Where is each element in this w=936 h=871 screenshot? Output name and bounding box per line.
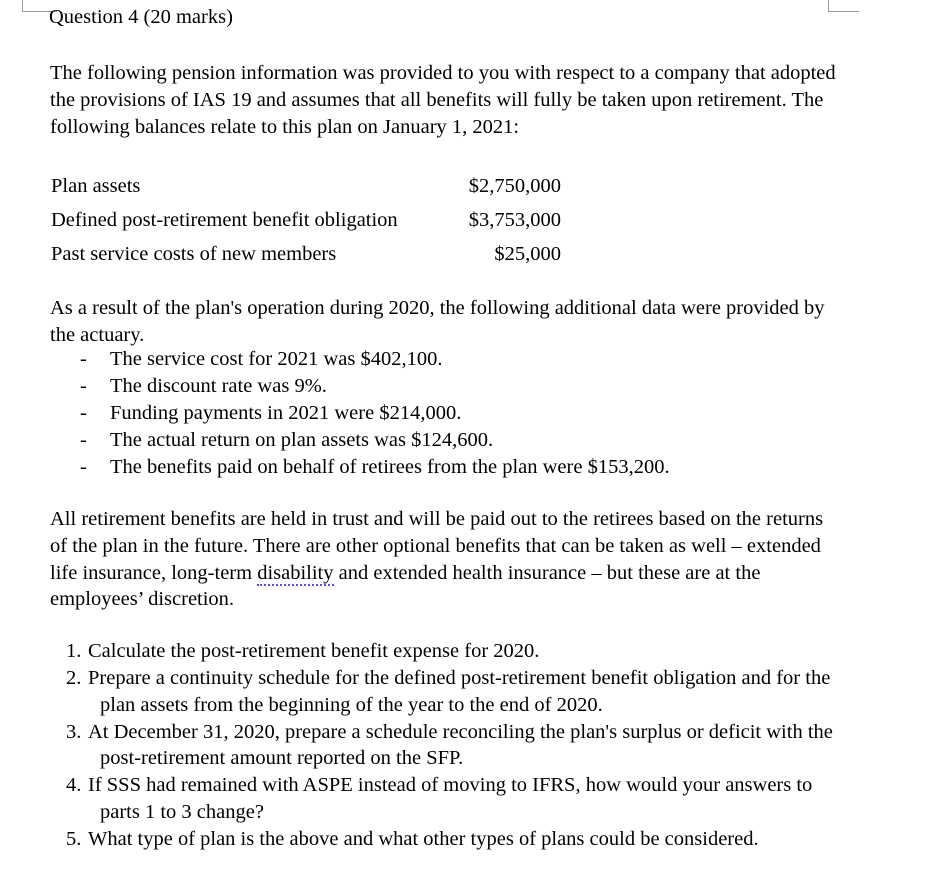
list-item xyxy=(50,346,840,373)
list-item-text: The discount rate was 9%. xyxy=(110,375,327,397)
balance-amount: $25,000 xyxy=(494,243,561,265)
dash-bullet-icon: - xyxy=(80,456,87,478)
balance-label: Plan assets xyxy=(51,175,141,197)
intro-paragraph: The following pension information was provided to you with respect to a company that adopted the provisions of IAS 19 and assumes that all benefits will fully be taken upon retirement. The following balances relate to this plan on January 1, 2021: xyxy=(50,62,836,138)
balance-label: Defined post-retirement benefit obligation xyxy=(51,209,398,231)
list-item-number: 2. xyxy=(66,667,82,689)
balance-amount: $3,753,000 xyxy=(468,209,561,231)
list-item-continuation: parts 1 to 3 change? xyxy=(100,800,264,823)
list-item xyxy=(50,427,840,454)
actuary-data-list xyxy=(50,346,840,481)
list-item-text: Funding payments in 2021 were $214,000. xyxy=(110,402,462,424)
trust-paragraph xyxy=(50,506,840,613)
list-item xyxy=(50,400,840,427)
list-item xyxy=(52,772,852,825)
table-row xyxy=(51,169,561,203)
question-heading: Question 4 (20 marks) xyxy=(49,6,233,28)
list-item xyxy=(52,719,852,772)
list-item-number: 4. xyxy=(66,774,82,796)
list-item-text: The benefits paid on behalf of retirees from the plan were $153,200. xyxy=(110,456,670,478)
table-row xyxy=(51,203,561,237)
page-margin-bracket-top-right xyxy=(828,0,859,12)
list-item xyxy=(50,454,840,481)
list-item-number: 5. xyxy=(66,827,82,850)
balance-label: Past service costs of new members xyxy=(51,243,337,265)
list-item xyxy=(52,826,852,853)
list-item-text: Calculate the post-retirement benefit expense for 2020. xyxy=(88,640,540,662)
requirements-list xyxy=(52,638,852,853)
actuary-paragraph: As a result of the plan's operation during 2020, the following additional data were provided by the actuary. xyxy=(50,297,825,346)
opening-balances-table xyxy=(51,169,561,271)
list-item-text: The actual return on plan assets was $124,600. xyxy=(110,429,494,451)
list-item xyxy=(52,638,852,665)
trust-paragraph-part2: and extended health insurance – but these are at the employees’ discretion. xyxy=(50,561,761,611)
spellcheck-flagged-word[interactable]: disability xyxy=(257,561,334,584)
list-item-text: Prepare a continuity schedule for the defined post-retirement benefit obligation and for the xyxy=(88,667,831,689)
list-item-number: 3. xyxy=(66,720,82,743)
list-item-text: The service cost for 2021 was $402,100. xyxy=(110,348,443,370)
balance-amount: $2,750,000 xyxy=(468,175,561,197)
table-row xyxy=(51,237,561,271)
list-item-text: What type of plan is the above and what other types of plans could be considered. xyxy=(88,827,759,850)
dash-bullet-icon: - xyxy=(80,375,87,397)
list-item-continuation: post-retirement amount reported on the SFP. xyxy=(100,747,464,769)
trust-paragraph-part1: All retirement benefits are held in trust and will be paid out to the retirees based on the returns of the plan in the future. There are other optional benefits that can be taken as well – extended life insurance, long-term xyxy=(50,508,824,584)
list-item-number: 1. xyxy=(66,640,82,662)
list-item xyxy=(52,665,852,718)
dash-bullet-icon: - xyxy=(80,402,87,424)
list-item-continuation: plan assets from the beginning of the year to the end of 2020. xyxy=(100,693,603,716)
list-item xyxy=(50,373,840,400)
dash-bullet-icon: - xyxy=(80,429,87,451)
list-item-text: If SSS had remained with ASPE instead of moving to IFRS, how would your answers to xyxy=(88,774,813,796)
list-item-text: At December 31, 2020, prepare a schedule reconciling the plan's surplus or deficit with the xyxy=(88,720,833,743)
dash-bullet-icon: - xyxy=(80,348,87,370)
balances-table-body xyxy=(51,169,561,271)
